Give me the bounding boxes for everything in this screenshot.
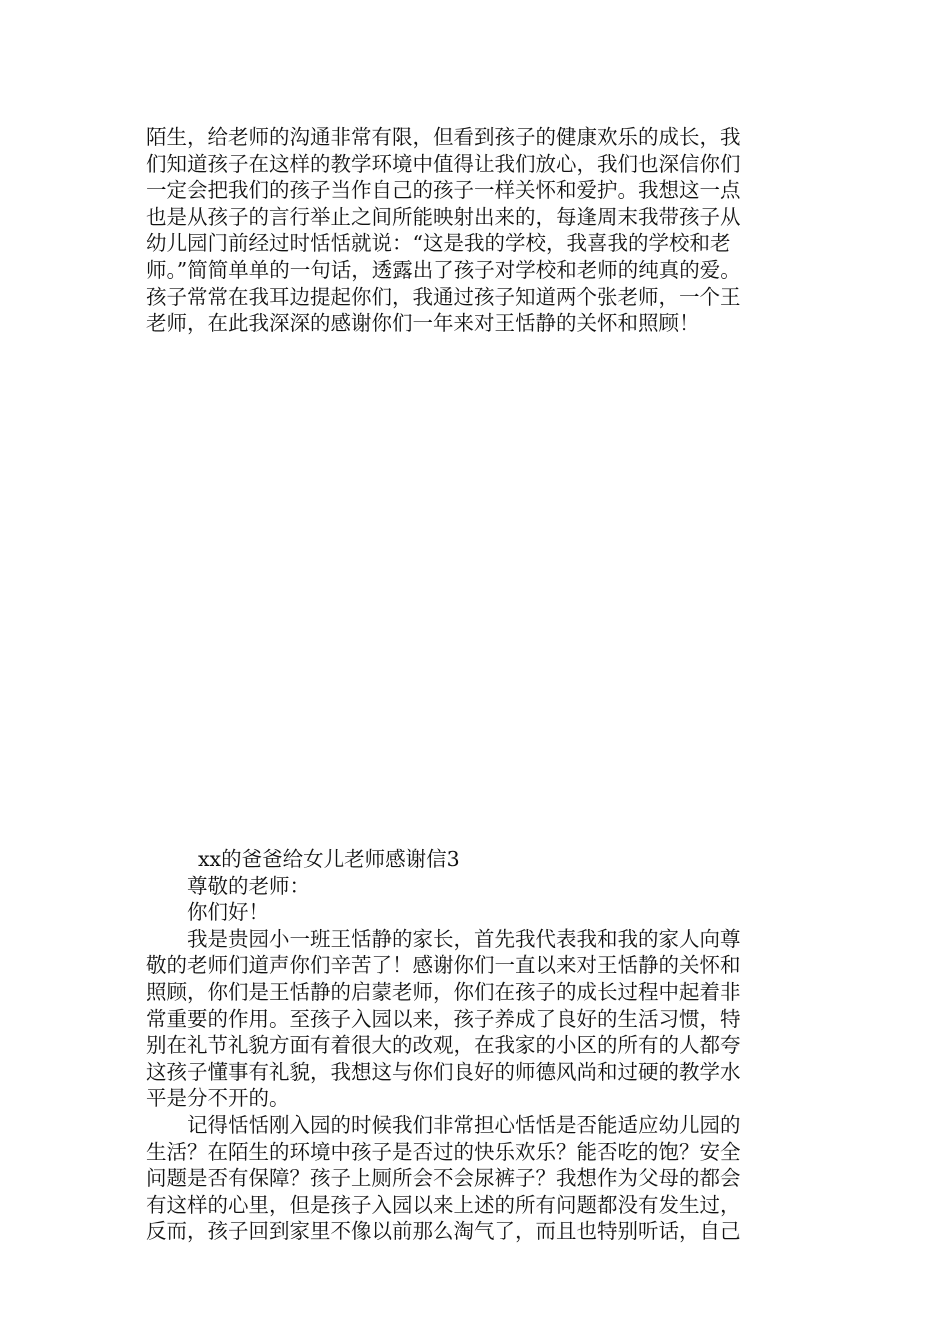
paragraph-line: 别在礼节礼貌方面有着很大的改观，在我家的小区的所有的人都夸 — [146, 1033, 741, 1058]
paragraph-line: 照顾，你们是王恬静的启蒙老师，你们在孩子的成长过程中起着非 — [146, 979, 741, 1004]
letter-title: xx的爸爸给女儿老师感谢信3 — [198, 847, 460, 871]
paragraph-line: 敬的老师们道声你们辛苦了！感谢你们一直以来对王恬静的关怀和 — [146, 953, 741, 978]
paragraph-line: 常重要的作用。至孩子入园以来，孩子养成了良好的生活习惯，特 — [146, 1006, 741, 1031]
letter-greeting: 你们好！ — [187, 900, 269, 925]
text-line: 孩子常常在我耳边提起你们，我通过孩子知道两个张老师，一个王 — [146, 284, 741, 309]
paragraph-line: 问题是否有保障？孩子上厕所会不会尿裤子？我想作为父母的都会 — [146, 1166, 741, 1191]
letter-salutation: 尊敬的老师： — [187, 873, 310, 898]
text-line: 幼儿园门前经过时恬恬就说：“这是我的学校，我喜我的学校和老 — [146, 231, 731, 256]
paragraph-line: 有这样的心里，但是孩子入园以来上述的所有问题都没有发生过， — [146, 1192, 741, 1217]
paragraph-line: 记得恬恬刚入园的时候我们非常担心恬恬是否能适应幼儿园的 — [187, 1112, 741, 1137]
paragraph-line: 我是贵园小一班王恬静的家长，首先我代表我和我的家人向尊 — [187, 926, 741, 951]
paragraph-line: 反而，孩子回到家里不像以前那么淘气了，而且也特别听话，自己 — [146, 1219, 741, 1244]
continuation-paragraph — [146, 124, 826, 337]
text-line: 陌生，给老师的沟通非常有限，但看到孩子的健康欢乐的成长，我 — [146, 125, 741, 149]
text-line: 师。”简简单单的一句话，透露出了孩子对学校和老师的纯真的爱。 — [146, 257, 741, 282]
paragraph-line: 这孩子懂事有礼貌，我想这与你们良好的师德风尚和过硬的教学水 — [146, 1059, 741, 1084]
text-line: 们知道孩子在这样的教学环境中值得让我们放心，我们也深信你们 — [146, 151, 741, 176]
paragraph-line: 平是分不开的。 — [146, 1086, 290, 1111]
paragraph-line: 生活？在陌生的环境中孩子是否过的快乐欢乐？能否吃的饱？安全 — [146, 1139, 741, 1164]
letter-body — [146, 846, 826, 1245]
text-line: 一定会把我们的孩子当作自己的孩子一样关怀和爱护。我想这一点 — [146, 178, 741, 203]
text-line: 也是从孩子的言行举止之间所能映射出来的，每逢周末我带孩子从 — [146, 204, 741, 229]
text-line: 老师，在此我深深的感谢你们一年来对王恬静的关怀和照顾！ — [146, 311, 700, 336]
